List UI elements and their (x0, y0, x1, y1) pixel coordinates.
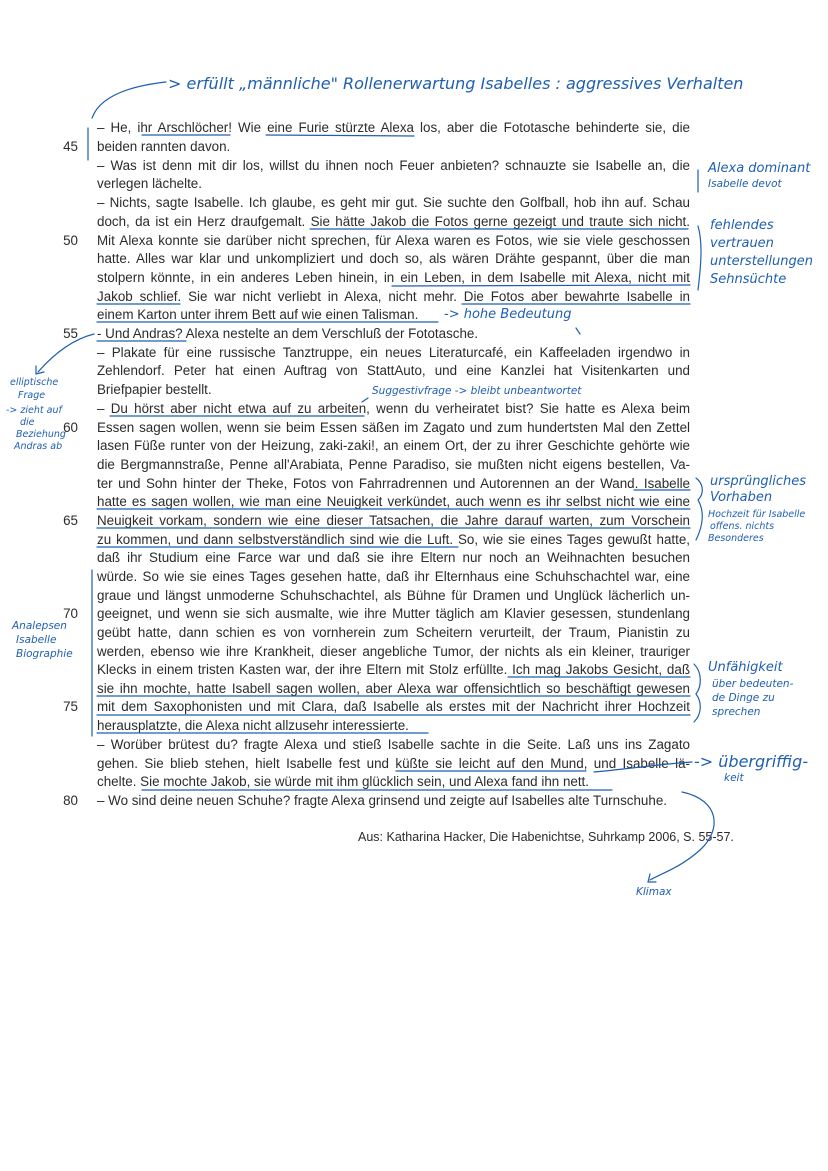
text-line: – Wo sind deine neuen Schuhe? fragte Alexa grinsend und zeigte auf Isabelles alte Turnschuhe. (97, 793, 667, 808)
text-line: Briefpapier bestellt. (97, 382, 212, 397)
text-line: Jakob schlief. Sie war nicht verliebt in Alexa, nicht mehr. Die Fotos aber bewahrte Isabelle in (97, 289, 690, 304)
annotation-keit: keit (724, 772, 744, 784)
annotation-hohe-bedeutung: -> hohe Bedeutung (444, 307, 572, 322)
annotation-alexa-dominant: Alexa dominant (708, 161, 811, 176)
text-line: – Was ist denn mit dir los, willst du ihnen noch Feuer anbieten? schnauzte sie Isabelle an, die (97, 158, 690, 173)
line-number: 45 (63, 139, 78, 154)
text-line: gehen. Sie blieb stehen, hielt Isabelle fest und küßte sie leicht auf den Mund, und Isabelle lä- (97, 756, 690, 771)
annotation-sehnsuechte: Sehnsüchte (710, 272, 787, 287)
annotation-isabelle-devot: Isabelle devot (708, 178, 782, 190)
line-number: 70 (63, 606, 78, 621)
annotation-unterstellungen: unterstellungen (710, 254, 813, 269)
annotation-biographie: Biographie (16, 648, 73, 660)
annotation-ueber-bedeuten: über bedeuten- (712, 678, 794, 690)
text-line: stolpern könnte, in ein anderes Leben hinein, in ein Leben, in dem Isabelle mit Alexa, nicht mit (97, 270, 690, 285)
line-number: 50 (63, 233, 78, 248)
text-line: – Plakate für eine russische Tanztruppe, ein neues Literaturcafé, ein Kaffeeladen irgendwo in (97, 345, 690, 360)
line-number: 60 (63, 420, 78, 435)
text-line: verlegen lächelte. (97, 176, 202, 191)
line-number: 80 (63, 793, 78, 808)
text-line: mit dem Saxophonisten und mit Clara, daß Isabelle als erstes mit der Nachricht ihrer Hochzeit (97, 699, 690, 714)
text-line: würde. So wie sie eines Tages gesehen hatte, daß ihr Elternhaus eine Schuhschachtel war, eine (97, 569, 690, 584)
annotation-analepsen: Analepsen (12, 620, 67, 632)
text-line: werden, ebenso wie ihre Krankheit, dieser angebliche Tumor, der nichts als ein kleiner, trauriger (97, 644, 690, 659)
annotation-beziehung: Beziehung (16, 429, 66, 440)
line-number: 65 (63, 513, 78, 528)
annotation-andras-ab: Andras ab (14, 441, 63, 452)
text-line: hatte es sagen wollen, wie man eine Neuigkeit verkündet, auch wenn es ihr selbst nicht wie eine (97, 494, 690, 509)
annotation-besonderes: Besonderes (708, 533, 764, 544)
annotation-unfaehigkeit: Unfähigkeit (708, 660, 783, 675)
annotation-elliptische: elliptische (10, 377, 59, 388)
annotation-suggestivfrage: Suggestivfrage -> bleibt unbeantwortet (372, 385, 582, 397)
line-number: 55 (63, 326, 78, 341)
bracket-fehlendes (698, 226, 701, 290)
text-line: beiden rannten davon. (97, 139, 231, 154)
text-line: Essen sagen wollen, wenn sie beim Essen säßen im Zagato und zum hundertsten Mal den Zettel (97, 420, 690, 435)
annotation-de-dinge-zu: de Dinge zu (712, 692, 775, 704)
text-line: hatte. Alles war klar und unkompliziert und doch so, als wären Drähte gespannt, über die man (97, 251, 690, 266)
text-line: – Nichts, sagte Isabelle. Ich glaube, es geht mir gut. Sie suchte den Golfball, hob ihn auf. Schau (97, 195, 690, 210)
annotation-urspruengliches: ursprüngliches (710, 474, 807, 489)
text-line: geeignet, und wenn sie sich ausmalte, wie ihre Mutter täglich am Klavier gesessen, stundenlang (97, 606, 690, 621)
annotation-uebergriffig: -> übergriffig- (694, 752, 809, 771)
text-line: – Worüber brütest du? fragte Alexa und stieß Isabelle sachte in die Seite. Laß uns ins Zagato (97, 737, 690, 752)
text-line: daß ihr Studium eine Farce war und daß sie ihre Eltern nur noch an Weihnachten besuchen (97, 550, 690, 565)
text-line: lasen Füße runter von der Heizung, zaki-zaki!, an einem Ort, der zu ihrer Geschichte gehörte wie (97, 438, 690, 453)
text-line: – Du hörst aber nicht etwa auf zu arbeiten, wenn du verheiratet bist? Sie hatte es Alexa beim (97, 401, 690, 416)
annotation-isabelle: Isabelle (16, 634, 57, 646)
annotation-hochzeit: Hochzeit für Isabelle (708, 509, 806, 520)
source-citation: Aus: Katharina Hacker, Die Habenichtse, Suhrkamp 2006, S. 55-57. (358, 830, 734, 844)
arrowhead-klimax (648, 874, 656, 882)
text-line: Mit Alexa konnte sie darüber nicht sprechen, für Alexa waren es Fotos, wie sie viele geschossen (97, 233, 690, 248)
annotation-klimax: Klimax (636, 886, 672, 898)
text-line: zu kommen, und dann selbstverständlich sind wie die Luft. So, wie sie eines Tages gewußt hatte, (97, 532, 690, 547)
annotation-offens: offens. nichts (710, 521, 775, 532)
text-line: Zehlendorf. Peter hat einen Auftrag von StattAuto, und eine Kanzlei hat Visitenkarten und (97, 363, 690, 378)
text-line: einem Karton unter ihrem Bett auf wie einen Talisman. (97, 307, 419, 322)
text-line: sie ihn mochte, hatte Isabell sagen wollen, aber Alexa war offensichtlich so beschäftigt gewesen (97, 681, 690, 696)
annotation-frage: Frage (18, 390, 46, 401)
annotation-sprechen: sprechen (712, 706, 761, 718)
text-line: die Bergmannstraße, Penne all'Arabiata, Penne Paradiso, sie mußten nicht eigens bestellen, Va- (97, 457, 690, 472)
text-line: doch, da ist ein Herz draufgemalt. Sie hätte Jakob die Fotos gerne gezeigt und traute sich nicht. (97, 214, 690, 229)
bracket-unfaehigkeit (694, 664, 700, 722)
arrow-top-annotation (92, 82, 166, 118)
arrowhead-elliptische (36, 366, 44, 374)
annotation-top: > erfüllt „männliche" Rollenerwartung Isabelles : aggressives Verhalten (168, 74, 744, 93)
annotation-fehlendes: fehlendes (710, 218, 774, 233)
text-line: chelte. Sie mochte Jakob, sie würde mit ihm glücklich sein, und Alexa fand ihn nett. (97, 774, 589, 789)
text-line: ter und Sohn hinter der Theke, Fotos von Fahrradrennen und Autorennen an der Wand. Isabelle (97, 476, 690, 491)
annotation-die: die (20, 417, 35, 428)
text-line: – He, ihr Arschlöcher! Wie eine Furie stürzte Alexa los, aber die Fototasche behinderte sie, die (97, 120, 690, 135)
text-line: - Und Andras? Alexa nestelte an dem Verschluß der Fototasche. (97, 326, 479, 341)
text-line: graue und längst unmoderne Schuhschachtel, als Bühne für Dramen und Unglück lächerlich un- (97, 588, 690, 603)
text-line: Neuigkeit vorkam, sondern wie eine dieser Tatsachen, die Jahre darauf warten, zum Vorschein (97, 513, 690, 528)
bracket-urspruengliches (696, 478, 702, 540)
text-line: geübt hatte, dann schien es von vornherein zum Scheitern verurteilt, der Traum, Pianistin zu (97, 625, 690, 640)
line-number: 75 (63, 699, 78, 714)
text-line: Klecks in einem tristen Kasten war, der ihre Eltern mit Stolz erfüllte. Ich mag Jakobs Gesicht, daß (97, 662, 690, 677)
annotation-vertrauen: vertrauen (710, 236, 774, 251)
text-line: herausplatzte, die Alexa nicht allzusehr interessierte. (97, 718, 409, 733)
annotation-vorhaben: Vorhaben (710, 490, 773, 505)
annotation-zieht-auf: -> zieht auf (6, 405, 62, 416)
